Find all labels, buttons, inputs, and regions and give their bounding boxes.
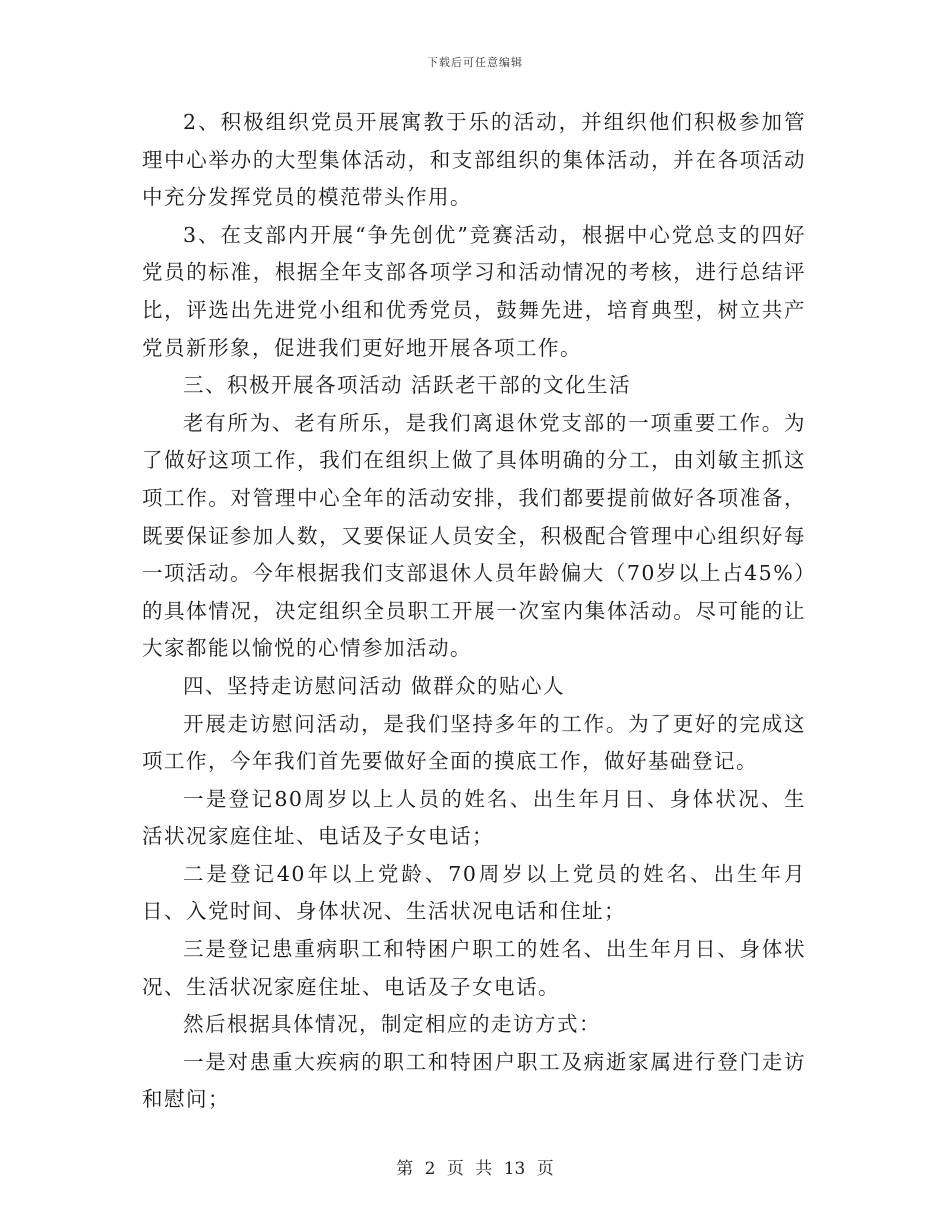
paragraph-registration-3: 三是登记患重病职工和特困户职工的姓名、出生年月日、身体状况、生活状况家庭住址、电话及子女电话。	[142, 937, 806, 999]
section-heading-visits: 四、坚持走访慰问活动 做群众的贴心人	[183, 673, 566, 698]
paragraph-registration-2: 二是登记40年以上党龄、70周岁以上党员的姓名、出生年月日、入党时间、身体状况、生活状况电话和住址；	[142, 861, 806, 924]
paragraph-item-3: 3、在支部内开展“争先创优”竞赛活动，根据中心党总支的四好党员的标准，根据全年支部各项学习和活动情况的考核，进行总结评比，评选出先进党小组和优秀党员，鼓舞先进，培育典型，树立共产党员新形象，促进我们更好地开展各项工作。	[142, 222, 806, 360]
page-header-note: 下载后可任意编辑	[427, 56, 523, 69]
paragraph-visit-methods: 然后根据具体情况，制定相应的走访方式：	[183, 1012, 601, 1037]
paragraph-visits-intro: 开展走访慰问活动，是我们坚持多年的工作。为了更好的完成这项工作，今年我们首先要做好全面的摸底工作，做好基础登记。	[142, 711, 806, 774]
section-heading-activities: 三、积极开展各项活动 活跃老干部的文化生活	[183, 373, 632, 398]
paragraph-registration-1: 一是登记80周岁以上人员的姓名、出生年月日、身体状况、生活状况家庭住址、电话及子女电话；	[142, 786, 806, 849]
paragraph-activities: 老有所为、老有所乐，是我们离退休党支部的一项重要工作。为了做好这项工作，我们在组织上做了具体明确的分工，由刘敏主抓这项工作。对管理中心全年的活动安排，我们都要提前做好各项准备，既要保证参加人数，又要保证人员安全，积极配合管理中心组织好每一项活动。今年根据我们支部退休人员年龄偏大（70岁以上占45%）的具体情况，决定组织全员职工开展一次室内集体活动。尽可能的让大家都能以愉悦的心情参加活动。	[142, 410, 806, 661]
document-body	[142, 104, 806, 1119]
page-number: 第 2 页 共 13 页	[396, 1159, 554, 1179]
paragraph-visit-method-1: 一是对患重大疾病的职工和特困户职工及病逝家属进行登门走访和慰问；	[142, 1049, 806, 1112]
paragraph-item-2: 2、积极组织党员开展寓教于乐的活动，并组织他们积极参加管理中心举办的大型集体活动，和支部组织的集体活动，并在各项活动中充分发挥党员的模范带头作用。	[142, 110, 806, 210]
